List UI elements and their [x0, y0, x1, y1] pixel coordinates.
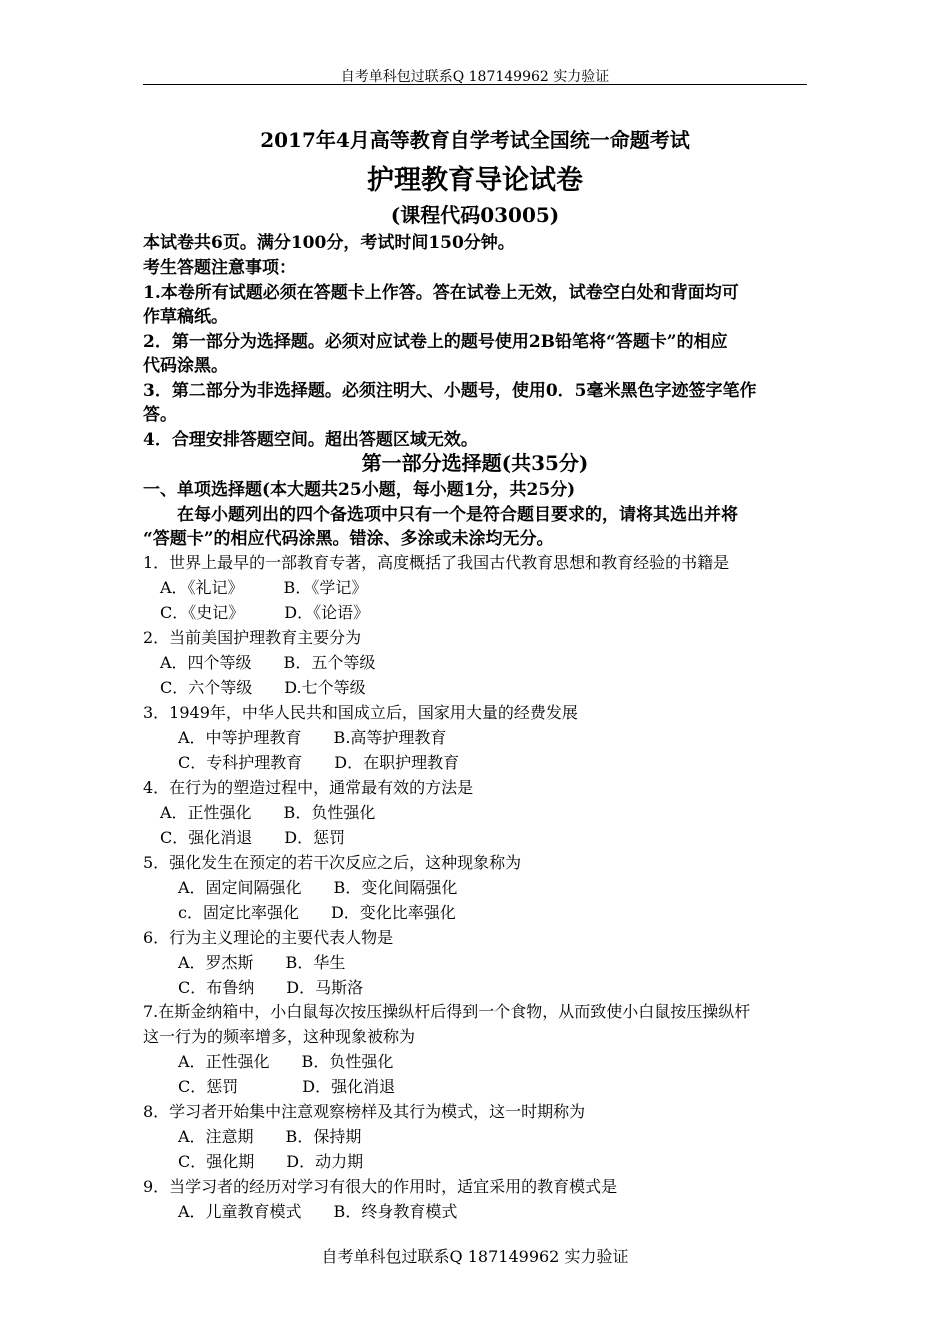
note-line: 答。	[143, 405, 177, 425]
option-row: A．罗杰斯 B．华生	[178, 953, 346, 972]
option-row: A．四个等级 B．五个等级	[160, 653, 376, 672]
option-row: C．强化期 D．动力期	[178, 1152, 364, 1171]
question-stem: 3．1949年，中华人民共和国成立后，国家用大量的经费发展	[143, 703, 578, 722]
exam-title: 2017年4月高等教育自学考试全国统一命题考试	[260, 128, 690, 152]
option-row: C．布鲁纳 D．马斯洛	[178, 978, 364, 997]
course-code: (课程代码03005)	[390, 203, 560, 227]
instruction-line: “答题卡”的相应代码涂黑。错涂、多涂或未涂均无分。	[143, 529, 554, 549]
option-row: C．《史记》 D．《论语》	[160, 603, 370, 622]
option-row: A．注意期 B．保持期	[178, 1127, 362, 1146]
option-row: C．专科护理教育 D．在职护理教育	[178, 753, 460, 772]
header-divider	[143, 84, 807, 85]
section-heading: 一、单项选择题(本大题共25小题，每小题1分，共25分)	[143, 480, 576, 500]
question-stem: 7.在斯金纳箱中，小白鼠每次按压操纵杆后得到一个食物，从而致使小白鼠按压操纵杆	[143, 1002, 751, 1021]
note-line: 2．第一部分为选择题。必须对应试卷上的题号使用2B铅笔将“答题卡”的相应	[143, 332, 728, 352]
question-stem: 5．强化发生在预定的若干次反应之后，这种现象称为	[143, 853, 522, 872]
note-line: 作草稿纸。	[143, 307, 228, 327]
question-stem: 9．当学习者的经历对学习有很大的作用时，适宜采用的教育模式是	[143, 1177, 618, 1196]
instruction-line: 在每小题列出的四个备选项中只有一个是符合题目要求的，请将其选出并将	[177, 505, 738, 525]
question-stem: 这一行为的频率增多，这种现象被称为	[143, 1027, 416, 1046]
option-row: A．儿童教育模式 B．终身教育模式	[178, 1202, 458, 1221]
option-row: C．惩罚 D．强化消退	[178, 1077, 396, 1096]
option-row: C．强化消退 D．惩罚	[160, 828, 346, 847]
question-stem: 6．行为主义理论的主要代表人物是	[143, 928, 394, 947]
option-row: A．固定间隔强化 B．变化间隔强化	[178, 878, 458, 897]
exam-info: 本试卷共6页。满分100分，考试时间150分钟。	[143, 233, 515, 253]
option-row: A．《礼记》 B．《学记》	[160, 578, 368, 597]
question-stem: 1．世界上最早的一部教育专著，高度概括了我国古代教育思想和教育经验的书籍是	[143, 553, 730, 572]
option-row: A．正性强化 B．负性强化	[160, 803, 376, 822]
page-footer: 自考单科包过联系Q 187149962 实力验证	[321, 1247, 629, 1266]
page-header: 自考单科包过联系Q 187149962 实力验证	[340, 69, 610, 85]
note-line: 3．第二部分为非选择题。必须注明大、小题号，使用0．5毫米黑色字迹签字笔作	[143, 381, 757, 401]
note-line: 1.本卷所有试题必须在答题卡上作答。答在试卷上无效，试卷空白处和背面均可	[143, 283, 739, 303]
note-line: 4．合理安排答题空间。超出答题区域无效。	[143, 430, 478, 450]
question-stem: 4．在行为的塑造过程中，通常最有效的方法是	[143, 778, 474, 797]
notes-heading: 考生答题注意事项：	[143, 258, 296, 278]
option-row: C．六个等级 D.七个等级	[160, 678, 366, 697]
option-row: A．中等护理教育 B.高等护理教育	[178, 728, 447, 747]
note-line: 代码涂黑。	[143, 356, 228, 376]
question-stem: 8．学习者开始集中注意观察榜样及其行为模式，这一时期称为	[143, 1102, 586, 1121]
option-row: c．固定比率强化 D．变化比率强化	[178, 903, 456, 922]
part-heading: 第一部分选择题(共35分)	[361, 451, 589, 475]
paper-title: 护理教育导论试卷	[367, 165, 583, 196]
question-stem: 2．当前美国护理教育主要分为	[143, 628, 362, 647]
option-row: A．正性强化 B．负性强化	[178, 1052, 394, 1071]
